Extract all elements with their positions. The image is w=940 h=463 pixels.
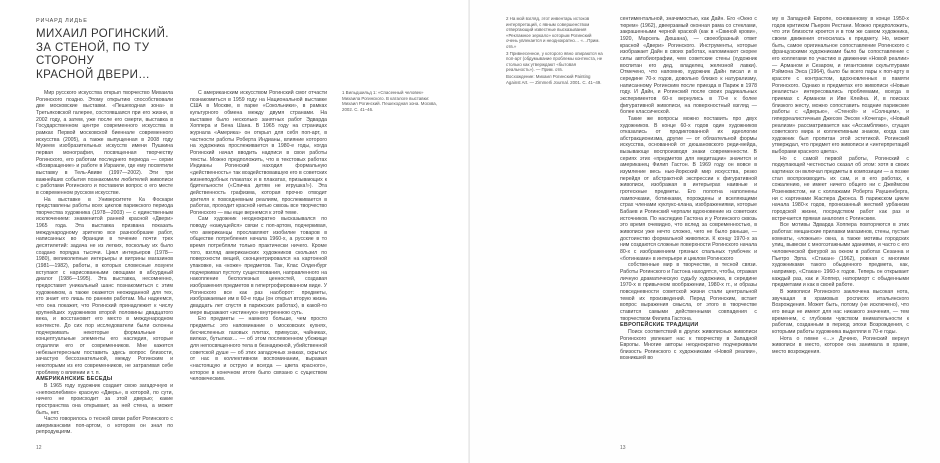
running-head: РИЧАРД ЛИДЬЕ <box>36 18 88 24</box>
page-number: 13 <box>620 445 626 451</box>
footnote-text: 3 Привнесенное, у которого явно опираются на поп-арт (обдумывание проблемы контекста, не столько как утверждают «бытовая реальность»). — Прим. отв. <box>506 50 603 73</box>
paragraph: Нота о гимне «…» Дучино, Рогинский вернул живописи в место, которое она занимала в храме, место возрождения. <box>772 335 909 355</box>
paragraph: В 1965 году художник создает свою загадочную и «непоколебимо» красную «Дверь», в которой, по сути, ничего не происходит за этой дверью; какие пространства она открывает, за ней стена, а может быть, нет. <box>36 382 173 416</box>
section-heading: АМЕРИКАНСКИЕ БЕСЕДЫ <box>36 376 113 383</box>
footnote <box>342 90 438 113</box>
paragraph: Мир русского искусства открыл творчество Михаила Рогинского поздно. Этому открытию способствовали две московские выставки. «Пешеходная зона» в Третьяковской галерее, состоявшаяся при его жизни, в 2002 году, а затем, уже после его смерти, выставка в Государственном центре современного искусства в рамках Первой московской биеннале современного искусства (2005), а также выпущенная в 2008 году Музеем изобразительных искусств имени Пушкина первая монография, посвященная творчеству Рогинского, его работам последнего периода — серии «Возвращение» и работе в Израиле, где ему посвятили выставку в Тель-Авиве (1997—2002). Эти три важнейших события познакомили любителей живописи с работами Рогинского и поставили вопрос о его месте в современном русском искусстве. <box>36 90 173 196</box>
paragraph: Поиск соответствий в других живописных живописи Рогинского увлекает нас к творчеству в Западной Европы. Многие авторы неоднократно подчеркивали близость Рогинского с художниками «Новой реалии», возникшей во <box>620 328 757 362</box>
footnote-text: 2 На мой взгляд, этот инвентарь истоков интерпретаций, с явным совершенством отвергающий известные высказывания «Рекламное зеркало» которым Рогинский очень увлекается и неоднократно… «…Прим. отв.» <box>506 16 600 49</box>
paragraph: сентиментальной, значимостью, как Дайн. Его «Окно с тюрем» (1962), двеерзамый оконная рама со стеклами, закрашенными черной краской (как в «Свиной крови», 1920, Марсель Дюшана), — своеобразный ответ красной «Двери» Рогинского. Инструменты, которые изображает Дайн в своих работах, напоминают скорее силы автобиографии, чем советские стены (художник воспитан его дед, владелец железной лавки). Отмечено, что напомню, художник Дайн писал и в середине 70-х годов, довольно близко к натурализму, написанному Рогинским после приезда в Париж в 1978 году. И Дайн, и Рогинский после своих радикальных экспериментов 60-х вернулись в 70-е к более фигуративной живописи, на поверхностный взгляд — более классической. <box>620 16 757 116</box>
paragraph: Но с самой первой работы, Рогинский с подкупающей честностью сказал об этом: хотя в своих картинах он включал предметы в композиции — а позже стал воспроизводить их сам, и в его работах, к сожалению, не имеет ничего общего ни с Джеймсом Розенквистом, ни с коллажами Роберта Раушенберга, ни с картинами Жасперa Джонса. В парижском цикле начала 1980-х годов, пронизанный жесткий урбанизм городской жизни, посредством работ как раз и встречается прямая аналогия с Рогинским. <box>772 155 909 222</box>
paragraph: Сам художник неоднократно высказывался по поводу «кажущейся» связи с поп-артом, подчеркивая, что американцы прославляют изобилие товаров в обществе потребления начала 1960-х, а русские в то время потребляли только практически ничего. Кроме того, взгляд американских художников скользил по поверхности вещей, сконцентрировался на картонной упаковке, на «коже» предметов. Так, Клас Олденбург подчеркивал пустоту существования, направленного на накопление бесполезных ценностей, создавая изображения предметов в гипертрофированном виде. У Рогинского все как раз наоборот: предметы, изображаемые им в 60-е годы (он открыл вторую жизнь двадцать лет спустя в парижских работах), в какой-то мере выражают «истинную» внутреннюю суть. <box>190 216 327 316</box>
right-column-1 <box>620 16 757 442</box>
chapter-title-line: МИХАИЛ РОГИНСКИЙ. <box>36 28 169 40</box>
footnote-text: 1 Вильдшильд 1: «Спасенный человек» Михаила Рогинского. В каталоге выставки: Михаил Рогинский. Пешеходная зона. Москва, 2002. С. 41–46. <box>342 90 437 112</box>
right-column-2 <box>772 16 909 442</box>
left-column-1 <box>36 90 173 442</box>
left-column-2 <box>190 90 327 442</box>
chapter-title <box>36 28 196 82</box>
paragraph: му в Западной Европе, основанному в конце 1950-х годов критиком Пьером Рестани. Можно предположить, что эти близости кроется и в том же самом художника, своем движения относилась к предмету. Но, может быть, самое оригинальное сопоставление Рогинского с французскими художниками было бы сопоставление с его коллегами по участию в движении «Новой реалии» — Арманом и Сезаром, и гигантскими скульптурами Рэймона Энса (1964), было бы всего пары к поп-арту в красоте с контрастом, вдохновленных в памяти Рогинского. Однако в предметах его живописи «Новые реалисты» интересовались проблемами, всегда в приемах с Арманом и Иве Клейна. И, в поисках близкого жесту, можно сопоставить поздние парижские работы с «Дверью», «Стеной» и «Солнцем», и гиперреалистичным Джесом Энсом «Кочегар», «Новый реализм» рассматривается как «Ассамбляжи», сгущая советского мира и коллективным знаком, когда сам художник был пропитан этой эстетикой. Рогинский утверждал, что предмет его живописи и «интерпретаций выборами красного цвета». <box>772 16 909 156</box>
chapter-title-line: ЗА СТЕНОЙ, ПО ТУ СТОРОНУ <box>36 41 150 67</box>
paragraph: Такие же вопросы можно поставить про двух художников. В конце 60-х годов один художников отказались от продиктованной их идеологии абстракционизма, другие — от обязательной формы искусства, основанной от дюшановского реди-мейда, вызывающе воспроизводя знаки современности. В сериях этих «предметов для медитации» значится и американец Филип Гастон. В 1969 году он вовсе в изумление весь нью-йоркский мир искусства, резко перейдя от абстрактной экспрессии к фигуративной живописи, изображая в интерьерах наивные и гротескные предметы. Его полотна наполнены лампочками, ботинками, порождены и вселяющими страх членами куклукс-клана, изображениями, которые Бабаев и Рогинский черпали вдохновение из советских источников. По наследию Гастона и у Рогинского сквозь это время очевидно, что вслед за современностью, в живописи уже нечто сложно, чего не было раньше, — достоинство формальной живописи. К концу 1970-х за ним создаются сложные поверхности Рогинского начала 80-х с изображением грязных спальных тумбочек и «ботинками» в интерьере и циклом Рогинского <box>620 115 757 262</box>
footnote-text: Восхождение: Михаил Рогинский Painting Against Art. — Zimmerli Journal. 2001. С. 41–49. <box>506 73 602 85</box>
paragraph: Часто говорилось о тесной связи работ Рогинского с американским поп-артом, о котором он знал по репродукциям. <box>36 416 173 436</box>
section-heading: ЕВРОПЕЙСКИЕ ТРАДИЦИИ <box>620 322 699 329</box>
paragraph: С американским искусством Рогинский смог отчасти познакомиться в 1959 году на Национальной выставке США в Москве, в парке «Сокольники», в рамках культурного обмена между двумя странами. На выставке было несколько занятных работ Эдварда Хоппера и Бена Шана. В 1965 году на страницах журнала «Америка» он открыл для себя поп-арт, в частности работы Роберта Индианы, влияние которого на художника прослеживается в 1980-е годы, когда Рогинский начал вводить надписи в свои работы тексты. Можно предположить, что в текстовых работах Индианы Рогинский находил формальную «действенность» так воздействовавшую его в советских жизнеподобных плакатах и в плакатах, призывающих к бдительности («Спичка детям не игрушка!»). Эта действенность графизма, которая прочно отводит зрителя к повседневным реалиям, прослеживается в работах, проходит красной нитью сквозь все творчество Рогинского — мы еще вернемся к этой теме. <box>190 90 327 216</box>
right-page <box>470 0 940 463</box>
paragraph: На выставке в Университете Ка Фоскари представлены работы всех циклов парижского периода творчества художника (1978—2003) — с единственным исключением: знаменитой ранней красной «Двери» 1965 года. Эта выставка призвана показать международному зрителю все разнообразие работ, написанных во Франции в течение почти трех десятилетий: задача не из легких, поскольку их было создано порядка тысячи. Цикл интерьеров (1978—1980), великолепные интерьеры и витрины магазинов (1981—1982), работы, в которых словесные лозунги вступают с нарисованными овощами в абсурдный диалог (1986—1995). Эта выставка, несомненно, предоставит уникальный шанс познакомиться с этим художником, а также окажется неожиданной для тех, кто знает его лишь по ранним работам. Мы надеемся, что она покажет, что Рогинский принадлежит к числу крупнейших художников второй половины двадцатого века, и восстановит его место в международном контексте. До сих пор исследователи были склонны подчеркивать некоторые формальные и концептуальные элементы его наследия, которые отдаляли его от современников. Мне кажется небезынтересным поставить здесь вопрос близости, зачастую бессознательной, между Рогинским и некоторыми из его современников, не затрагивая себе проблему о влиянии и т. п. <box>36 196 173 376</box>
paragraph: В живописи Рогинского заключена высокая нота, звучащая в храмовых росписях итальянского Возрождения. Может быть, потому (не исключено), что его вещи не имеют для нас никакого значения, — тем временем, с глубоким чувством внимательности к работам, созданным в период эпохи Возрождения, с которыми работы художника выделяли в 70-е годы. <box>772 288 909 335</box>
footnotes <box>506 16 604 86</box>
paragraph: Все мотивы Эдварда Хоппера повторяются в этих работах: мещанские прилавки магазинов, стены, пустые комнаты, «ложные» окна, а также мотивы городских улиц, вывески с многоэтажными зданиями, и часто с его человеческой фигурой за окном в работах Сезанна и Пьетро Эрпа. «Стакан» (1962), ровная с многими художниками такого обыденного предмета, как, например, «Стакан» 1960-х годов. Теперь он открывает каждый раз, как и Хоппер, натюрморт с обыденными предметами и как в своей работе. <box>772 222 909 289</box>
paragraph: собственные мир в творчестве, в тесной связи. Работы Рогинского и Гастона находятся, чтобы, отражая личную драматическую судьбу художника, в середине 1970-х в привычном воображении, 1980-х гг., и образы повседневности советской жизни стали центральной темой их произведений. Перед Рогинским, встает вопрос выражения смысла, от этого в творчестве ставится самыми действенными совпадения с творчеством Филипа Гастона. <box>620 262 757 322</box>
chapter-title-line: КРАСНОЙ ДВЕРИ… <box>36 68 151 81</box>
page-number: 12 <box>36 445 42 451</box>
paragraph: Его предметы — намного больше, чем просто предметы: это напоминание о московских кухнях, бесчисленных газовых плитах, примусах, чайниках, вилках, бутылках… — об этом послевоенном убожище для непосвященного тела в безнадежной, убийственной советской душе — об этих загадочных знаках, скрытых от нас в коллективном воспоминании, выражая «настоящую и острую и всегда — цвета красного», которое в конечном итоге было связано с существом человеческим. <box>190 316 327 383</box>
